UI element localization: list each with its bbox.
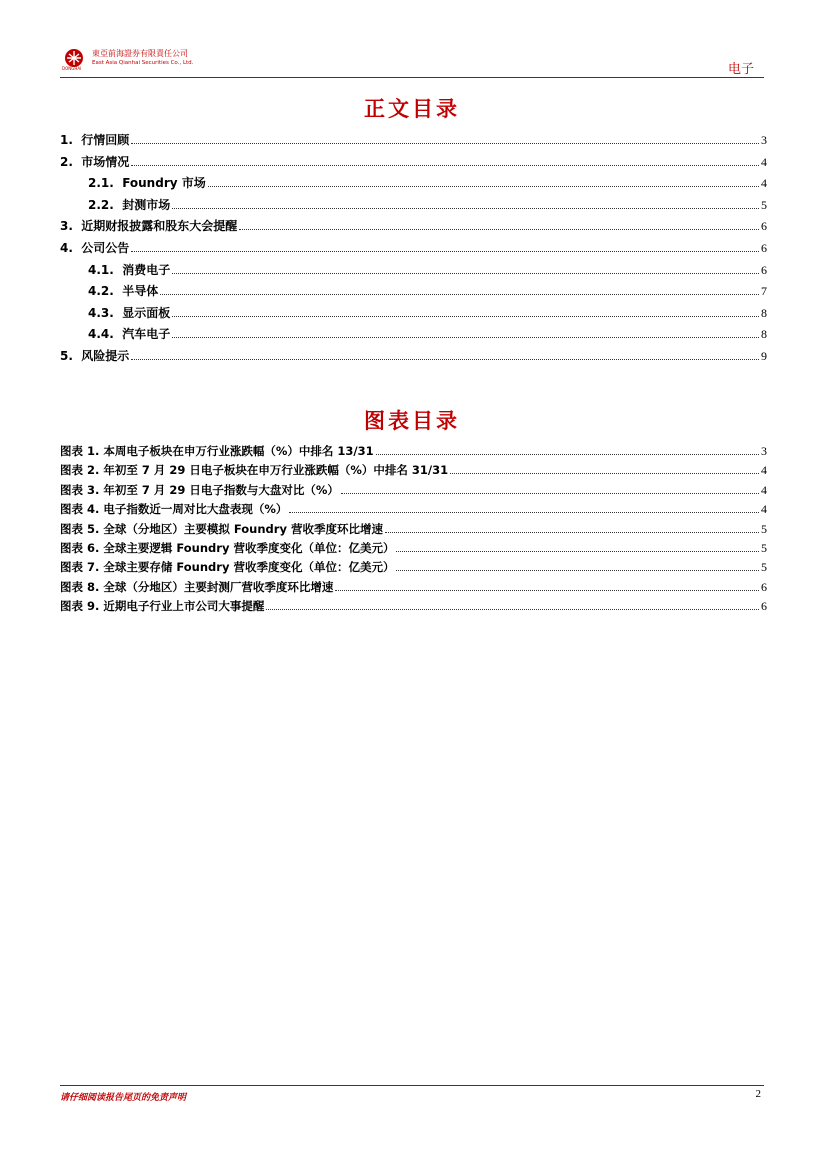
toc-entry-page: 8: [761, 305, 767, 320]
dot-leader: [266, 609, 759, 610]
company-name-en: East Asia Qianhai Securities Co., Ltd.: [92, 60, 194, 66]
dot-leader: [450, 473, 759, 474]
figure-entry-number: 图表 5.: [60, 521, 100, 536]
toc-entry-number: 5.: [60, 348, 73, 363]
spacer: [73, 155, 81, 169]
figure-entry-label: 全球（分地区）主要模拟 Foundry 营收季度环比增速: [103, 521, 383, 536]
toc-entry-page: 4: [761, 176, 767, 191]
toc-entry-label: 公司公告: [81, 240, 130, 255]
toc-entry-number: 4.3.: [88, 305, 114, 320]
toc-entry-number: 4.2.: [88, 284, 114, 299]
logo-caption: DONGHAI: [62, 66, 82, 71]
toc-entry[interactable]: [60, 131, 767, 153]
toc-entry-number: 2.1.: [88, 176, 114, 191]
toc-entry[interactable]: [60, 282, 767, 304]
figure-entry-label: 本周电子板块在申万行业涨跌幅（%）中排名 13/31: [103, 444, 374, 458]
dot-leader: [172, 316, 759, 317]
figure-entry-number: 图表 3.: [60, 482, 100, 497]
toc-entry[interactable]: [60, 261, 767, 283]
toc-entry-page: 8: [761, 327, 767, 342]
dot-leader: [172, 273, 759, 274]
spacer: [73, 349, 81, 363]
spacer: [73, 241, 81, 255]
spacer: [73, 133, 81, 147]
toc-entry-label: 行情回顾: [81, 133, 130, 147]
figure-entry-page: 5: [761, 521, 767, 536]
figure-entry[interactable]: [60, 540, 767, 559]
toc-entry[interactable]: [60, 239, 767, 261]
toc-entry-label: 显示面板: [122, 305, 171, 320]
figure-entry[interactable]: [60, 482, 767, 501]
dot-leader: [160, 294, 759, 295]
toc-entry-label: 近期财报披露和股东大会提醒: [81, 219, 238, 234]
toc-entry-page: 5: [761, 197, 767, 212]
figure-entry-label: 年初至 7 月 29 日电子板块在申万行业涨跌幅（%）中排名 31/31: [103, 463, 449, 478]
figure-entry-label: 电子指数近一周对比大盘表现（%）: [103, 502, 288, 517]
toc-entry-number: 2.: [60, 154, 73, 169]
dot-leader: [396, 570, 759, 571]
figure-entry-label: 全球（分地区）主要封测厂营收季度环比增速: [103, 579, 334, 594]
toc-title: 正文目录: [364, 97, 460, 121]
figure-entry-number: 图表 6.: [60, 540, 100, 555]
toc-entry-label: 消费电子: [122, 262, 171, 277]
toc-entry-label: Foundry 市场: [122, 176, 206, 191]
figure-entry-number: 图表 4.: [60, 502, 100, 517]
dot-leader: [396, 551, 759, 552]
figure-entry[interactable]: [60, 462, 767, 481]
dot-leader: [131, 165, 759, 166]
figure-entry[interactable]: [60, 559, 767, 578]
figure-entry-label: 年初至 7 月 29 日电子指数与大盘对比（%）: [103, 482, 339, 497]
figure-entry-page: 6: [761, 599, 767, 614]
toc-entry-page: 3: [761, 133, 767, 147]
spacer: [114, 176, 122, 190]
figure-entry[interactable]: [60, 443, 767, 462]
toc-entry-page: 6: [761, 240, 767, 255]
dot-leader: [172, 208, 759, 209]
dot-leader: [289, 512, 759, 513]
page-header: [60, 44, 764, 78]
toc-entry[interactable]: [60, 347, 767, 369]
figures-title: 图表目录: [364, 409, 460, 433]
figure-entry-page: 4: [761, 502, 767, 517]
toc-entry-page: 6: [761, 219, 767, 234]
footer-divider: [60, 1085, 764, 1086]
toc-entry[interactable]: [60, 217, 767, 239]
spacer: [114, 306, 122, 320]
toc-entry-number: 4.4.: [88, 327, 114, 342]
toc-entry[interactable]: [60, 196, 767, 218]
header-divider: [60, 77, 764, 78]
figure-entry-number: 图表 1.: [60, 444, 100, 458]
figure-entry-page: 4: [761, 463, 767, 478]
spacer: [73, 219, 81, 233]
figure-entry-label: 全球主要逻辑 Foundry 营收季度变化（单位：亿美元）: [103, 540, 395, 555]
toc-entry-label: 汽车电子: [122, 327, 171, 342]
sector-label: 电子: [727, 62, 754, 77]
figure-entry-number: 图表 7.: [60, 560, 100, 575]
dot-leader: [208, 186, 759, 187]
figure-entry-number: 图表 9.: [60, 599, 100, 614]
spacer: [114, 198, 122, 212]
toc-entry-number: 4.1.: [88, 262, 114, 277]
figure-entry[interactable]: [60, 579, 767, 598]
toc-entry-page: 9: [761, 348, 767, 363]
toc-entry-label: 半导体: [122, 284, 159, 299]
figure-entry-label: 全球主要存储 Foundry 营收季度变化（单位：亿美元）: [103, 560, 395, 575]
dot-leader: [341, 493, 759, 494]
figure-entry-page: 6: [761, 579, 767, 594]
dot-leader: [239, 229, 759, 230]
toc-entry-number: 2.2.: [88, 197, 114, 212]
dot-leader: [335, 590, 759, 591]
dot-leader: [131, 251, 759, 252]
figure-entry[interactable]: [60, 598, 767, 617]
spacer: [114, 327, 122, 341]
dot-leader: [172, 337, 759, 338]
dot-leader: [131, 143, 759, 144]
toc-entry-number: 1.: [60, 133, 73, 147]
dot-leader: [131, 359, 759, 360]
dot-leader: [385, 532, 759, 533]
toc-entry[interactable]: [60, 174, 767, 196]
figure-entry[interactable]: [60, 521, 767, 540]
toc-entry-number: 3.: [60, 219, 73, 234]
footer-page-number: 2: [755, 1088, 761, 1100]
toc-list: [60, 131, 767, 369]
figure-entry[interactable]: [60, 501, 767, 520]
toc-entry-label: 风险提示: [81, 348, 130, 363]
company-name-cn: 東亞前海證券有限責任公司: [92, 49, 188, 58]
figure-entry-number: 图表 2.: [60, 463, 100, 478]
toc-entry-label: 封测市场: [122, 197, 171, 212]
figure-entry-number: 图表 8.: [60, 579, 100, 594]
toc-entry-page: 7: [761, 284, 767, 299]
toc-entry-label: 市场情况: [81, 154, 130, 169]
toc-entry-number: 4.: [60, 240, 73, 255]
toc-entry[interactable]: [60, 153, 767, 175]
toc-entry[interactable]: [60, 304, 767, 326]
figure-entry-page: 5: [761, 560, 767, 575]
figure-entry-page: 4: [761, 482, 767, 497]
figures-list: [60, 443, 767, 618]
toc-entry-page: 6: [761, 262, 767, 277]
spacer: [114, 284, 122, 298]
figure-entry-page: 3: [761, 444, 767, 458]
toc-entry[interactable]: [60, 325, 767, 347]
figure-entry-label: 近期电子行业上市公司大事提醒: [103, 599, 265, 614]
toc-entry-page: 4: [761, 154, 767, 169]
spacer: [114, 263, 122, 277]
footer-disclaimer: 请仔细阅读报告尾页的免责声明: [60, 1093, 187, 1103]
figure-entry-page: 5: [761, 540, 767, 555]
dot-leader: [376, 454, 759, 455]
